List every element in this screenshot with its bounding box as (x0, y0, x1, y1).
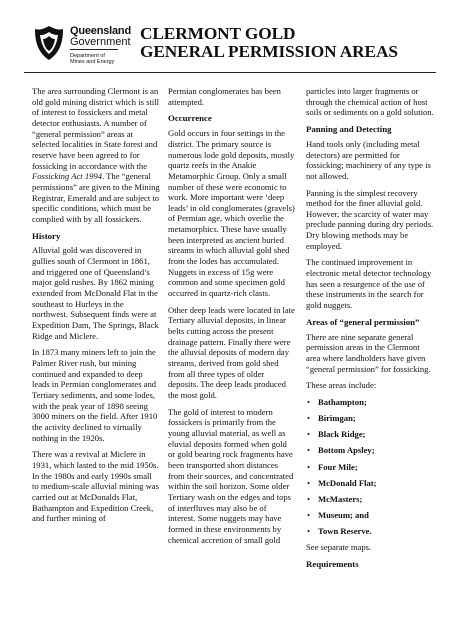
list-item: • McDonald Flat; (318, 478, 434, 489)
areas-intro: These areas include: (306, 380, 377, 391)
crest-icon (32, 24, 66, 62)
list-item: • Four Mile; (318, 462, 434, 473)
list-item: • Birimgan; (318, 413, 434, 424)
column-2 (168, 86, 296, 551)
occurrence-paragraph: Gold occurs in four settings in the district. The primary source is numerous lode gold deposits, mostly quartz reefs in the Anakie Metamorphic Group. Only a small number of these were economic to work. More important were ‘deep leads’ in old conglomerates (gravels) of Permian age, which overlie the metamorphics. These have usually been interpreted as ancient buried streams in which alluvial gold shed from the lodes has accumulated. Nuggets in excess of 15g were common and some specimen gold occurred in quartz-rich clasts. (168, 128, 295, 299)
intro-text: The area surrounding Clermont is an old gold mining district which is still of interest to fossickers and metal detector enthusiasts. A number of “general permission” areas at selected localities in State forest and reserve have been agreed to for fossicking in accordance with the (32, 86, 159, 171)
occurrence-continued: particles into larger fragments or through the chemical action of host soils or sediments on a gold solution. (306, 86, 434, 118)
logo-rule (70, 49, 118, 50)
page-title (140, 25, 440, 61)
column-3 (306, 86, 434, 574)
column-1 (32, 86, 160, 530)
title-line-1: CLERMONT GOLD (140, 24, 296, 43)
logo-line-mines-energy: Mines and Energy (70, 59, 115, 66)
intro-paragraph (32, 86, 160, 225)
queensland-government-logo (32, 24, 142, 72)
history-paragraph: There was a revival at Miclere in 1931, which lasted to the mid 1950s. In the 1980s and early 1990s small to medium-scale alluvial mining was carried out at McDonalds Flat, Bathampton and Expedition Creek, and further mining of (32, 449, 159, 524)
panning-paragraph: The continued improvement in electronic metal detector technology has seen a resurgence of the use of these instruments in the search for gold nuggets. (306, 257, 432, 311)
history-heading: History (32, 230, 61, 241)
list-item: • Bathampton; (318, 397, 434, 408)
history-continued: Permian conglomerates has been attempted. (168, 86, 281, 107)
requirements-heading: Requirements (306, 558, 359, 569)
areas-heading: Areas of “general permission” (306, 316, 420, 327)
logo-line-government: Government (70, 36, 131, 48)
occurrence-paragraph: Other deep leads were located in late Tertiary alluvial deposits, in linear belts cutting across the present drainage pattern. Finally there were the alluvial deposits of modern day streams, derived from gold shed from all three types of older deposits. The deep leads produced the most gold. (168, 304, 295, 400)
logo-line-department: Department of (70, 53, 105, 59)
panning-paragraph: Panning is the simplest recovery method for the finer alluvial gold. However, the scarcity of water may preclude panning during dry periods. Dry blowing methods may be employed. (306, 187, 434, 251)
occurrence-heading: Occurrence (168, 113, 212, 124)
page-header (24, 18, 436, 88)
list-item: • Museum; and (318, 510, 434, 521)
title-line-2: GENERAL PERMISSION AREAS (140, 42, 398, 62)
history-paragraph: Alluvial gold was discovered in gullies south of Clermont in 1861, and triggered one of Queensland’s major gold rushes. By 1862 mining extended from McDonald Flat in the southeast to Hurleys in the northwest. Subsequent finds were at Expedition Dam, The Springs, Black Ridge and Miclere. (32, 245, 159, 341)
logo-line-queensland: Queensland (70, 25, 131, 37)
list-item: • Town Reserve. (318, 526, 434, 537)
list-item: • McMasters; (318, 494, 434, 505)
see-maps-note: See separate maps. (306, 542, 372, 553)
history-paragraph: In 1873 many miners left to join the Palmer River rush, but mining continued and expanded to deep leads in Permian conglomerates and Tertiary sediments, and some lodes, with the peak year of 1898 seeing 3000 miners on the field. After 1910 the activity declined to virtually nothing in the 1920s. (32, 347, 158, 443)
header-divider (24, 72, 436, 73)
body-columns (24, 86, 434, 640)
intro-text-cont: . The “general permissions” are given to the Mining Registrar, Emerald and are subject to specific conditions, which must be complied with by all fossickers. (32, 171, 160, 224)
areas-list (306, 397, 434, 537)
areas-paragraph: There are nine separate general permission areas in the Clermont area where landholders have given “general permission” for fossicking. (306, 331, 431, 374)
list-item: • Black Ridge; (318, 429, 434, 440)
occurrence-paragraph: The gold of interest to modern fossickers is primarily from the young alluvial material, as well as eluvial deposits formed when gold or gold bearing rock fragments have been transported short distances from their sources, and concentrated within the soil horizon. Some older Tertiary wash on the edges and tops of interfluves may also be of interest. Some nuggets may have formed in these environments by chemical accretion of small gold (168, 406, 294, 545)
fossicking-act-reference: Fossicking Act 1994 (32, 171, 103, 182)
panning-detecting-heading: Panning and Detecting (306, 123, 392, 134)
panning-paragraph: Hand tools only (including metal detectors) are permitted for fossicking; machinery of any type is not allowed. (306, 138, 431, 181)
list-item: • Bottom Apsley; (318, 445, 434, 456)
